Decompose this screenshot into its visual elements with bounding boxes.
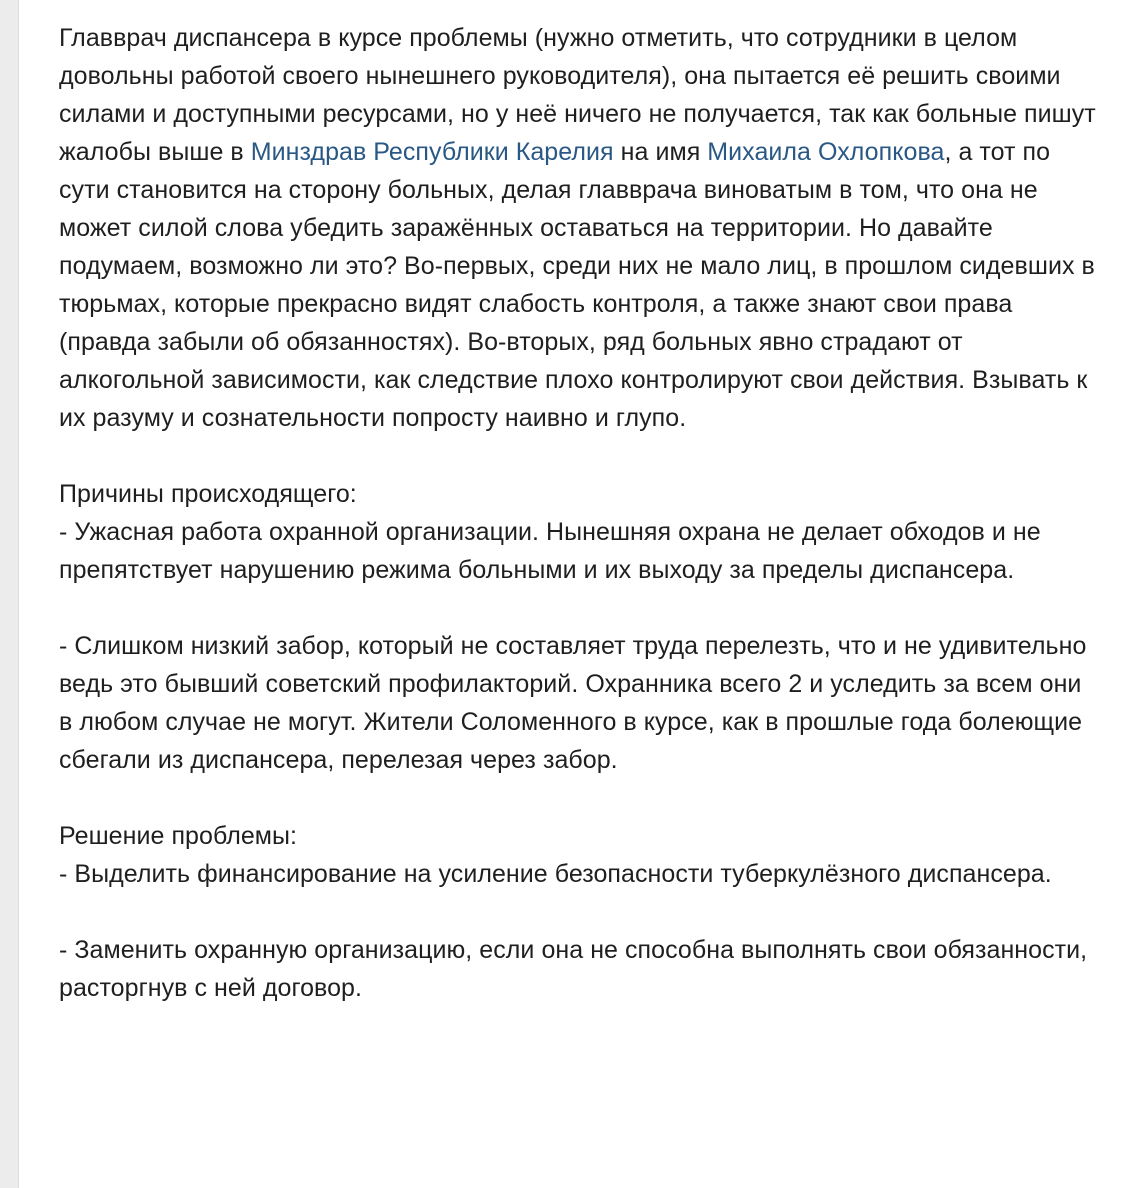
paragraph-intro bbox=[59, 19, 1099, 437]
post-card bbox=[18, 0, 1126, 1188]
spacer bbox=[59, 437, 1099, 475]
intro-text-3: , а тот по сути становится на сторону больных, делая главврача виноватым в том, что она не может силой слова убедить заражённых оставаться на территории. Но давайте подумаем, возможно ли это? Во-первых, среди них не мало лиц, в прошлом сидевших в тюрьмах, которые прекрасно видят слабость контроля, а также знают свои права (правда забыли об обязанностях). Во-вторых, ряд больных явно страдают от алкогольной зависимости, как следствие плохо контролируют свои действия. Взывать к их разуму и сознательности попросту наивно и глупо. bbox=[59, 138, 1095, 432]
causes-item-fence: - Слишком низкий забор, который не составляет труда перелезть, что и не удивительно ведь это бывший советский профилакторий. Охранника всего 2 и уследить за всем они в любом случае не могут. Жители Соломенного в курсе, как в прошлые года болеющие сбегали из диспансера, перелезая через забор. bbox=[59, 632, 1087, 774]
causes-heading: Причины происходящего: bbox=[59, 480, 357, 508]
intro-text-2: на имя bbox=[613, 138, 708, 166]
post-text bbox=[59, 19, 1099, 1007]
spacer bbox=[59, 589, 1099, 627]
mention-minzdrav-link[interactable]: Минздрав Республики Карелия bbox=[250, 138, 614, 166]
solution-heading: Решение проблемы: bbox=[59, 822, 298, 850]
mention-okhlopkov-link[interactable]: Михаила Охлопкова bbox=[707, 138, 945, 166]
causes-item-security: - Ужасная работа охранной организации. Нынешняя охрана не делает обходов и не препятствует нарушению режима больными и их выходу за пределы диспансера. bbox=[59, 518, 1041, 584]
solution-item-funding: - Выделить финансирование на усиление безопасности туберкулёзного диспансера. bbox=[59, 860, 1052, 888]
intro-text-1: Главврач диспансера в курсе проблемы (нужно отметить, что сотрудники в целом довольны работой своего нынешнего руководителя), она пытается её решить своими силами и доступными ресурсами, но у неё ничего не получается, так как больные пишут жалобы выше в bbox=[59, 24, 1096, 166]
spacer bbox=[59, 779, 1099, 817]
solution-item-replace: - Заменить охранную организацию, если она не способна выполнять свои обязанности, расторгнув с ней договор. bbox=[59, 936, 1088, 1002]
spacer bbox=[59, 893, 1099, 931]
